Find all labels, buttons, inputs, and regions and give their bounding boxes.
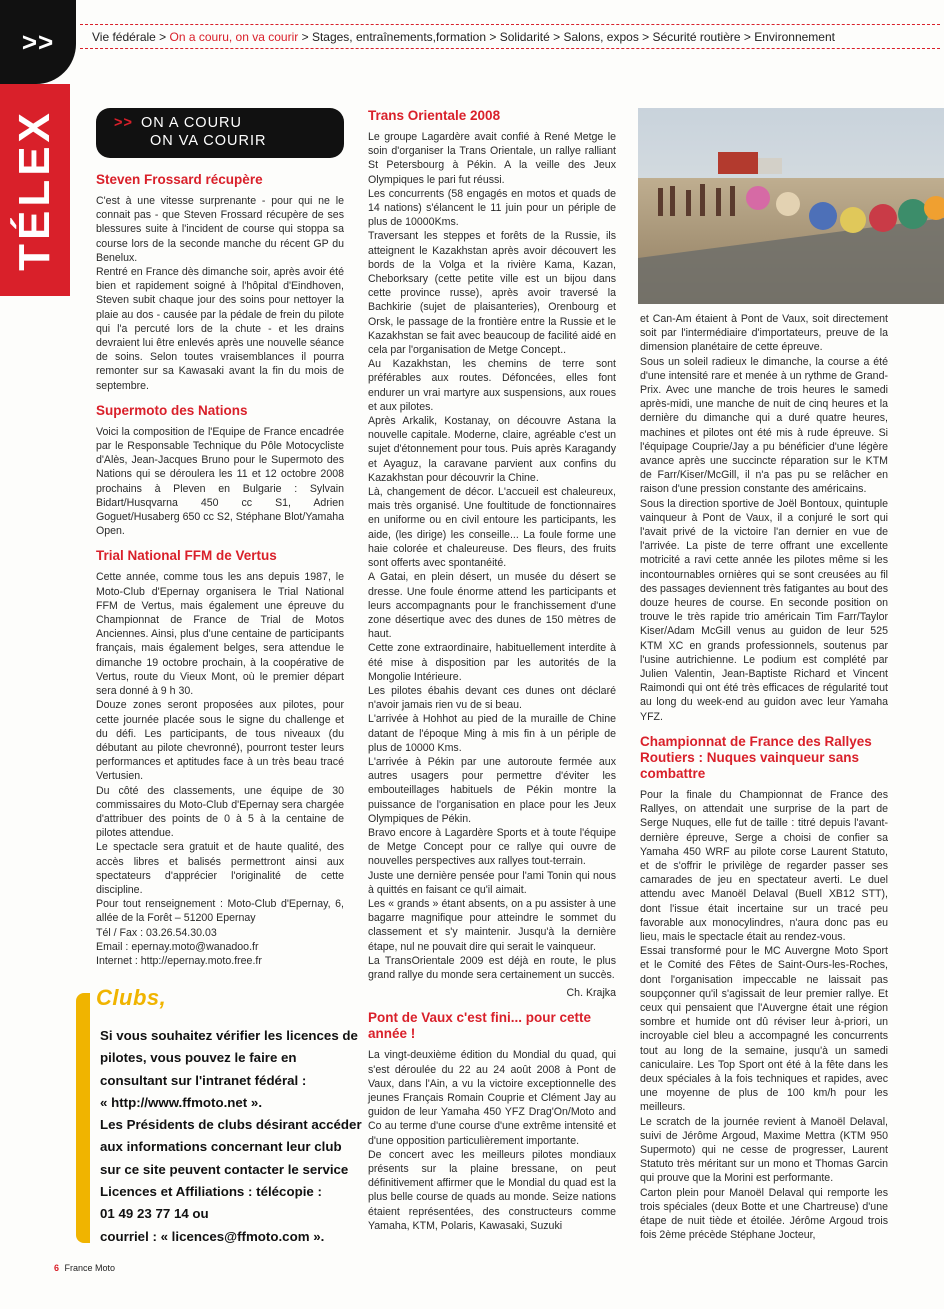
breadcrumb-item[interactable]: Salons, expos (563, 30, 639, 44)
article-paragraph: Cette zone extraordinaire, habituellement interdite à été mise à disposition par les autorités de la Mongolie Intérieure. (368, 642, 616, 683)
breadcrumb-separator: > (549, 30, 564, 44)
breadcrumb-item[interactable]: Sécurité routière (652, 30, 741, 44)
article-paragraph: Tél / Fax : 03.26.54.30.03 (96, 926, 217, 939)
magazine-name: France Moto (64, 1263, 116, 1273)
article-paragraph: L'arrivée à Hohhot au pied de la muraille de Chine datant de l'époque Ming à mis fin à un périple de plus de 10000 Kms. (368, 713, 616, 754)
article-paragraph: Le groupe Lagardère avait confié à René Metge le soin d'organiser la Trans Orientale, un rallye ralliant St Petersbourg à Pékin. A la veille des Jeux Olympiques le pari fut réussi. (368, 131, 616, 186)
article-title: Steven Frossard récupère (96, 172, 263, 187)
breadcrumb-separator: > (486, 30, 500, 44)
article-signature: Ch. Krajka (566, 987, 616, 1000)
article (368, 1010, 616, 1233)
column-2 (368, 108, 616, 1243)
clubs-line: Si vous souhaitez vérifier les licences de pilotes, vous pouvez le faire en consultant sur l'intranet fédéral : (100, 1028, 358, 1088)
article-paragraph: et Can-Am étaient à Pont de Vaux, soit directement soit par l'intermédiaire d'importateurs, preuve de la dimension planétaire de cette épreuve. (640, 313, 888, 354)
article-paragraph: Voici la composition de l'Equipe de France encadrée par le Responsable Technique du Pôle Motocycliste d'Alès, Jean-Jacques Bruno pour le Supermoto des Nations qui se déroulera les 11 et 12 octobre 2008 prochains à Pleven en Bulgarie : Sylvain Bidart/Husqvarna 450 cc S1, Adrien Goguet/Husaberg 650 cc S2, Stéphane Blot/Yamaha Open. (96, 425, 344, 538)
clubs-accent-bar (76, 993, 90, 1243)
photo-desert-crowd (638, 108, 944, 304)
article-paragraph: Bravo encore à Lagardère Sports et à toute l'équipe de Metge Concept pour ce rallye qui ouvre de nouvelles perspectives aux rallyes tout-terrain. (368, 826, 616, 868)
breadcrumb-item[interactable]: Solidarité (499, 30, 550, 44)
article-paragraph: Les concurrents (58 engagés en motos et quads de 14 nations) s'élancent le 11 juin pour un périple de plus de 10000Kms. (368, 187, 616, 229)
column-3-articles (640, 312, 888, 1242)
article-title: Championnat de France des Rallyes Routiers : Nuques vainqueur sans combattre (640, 733, 872, 781)
article (96, 403, 344, 539)
telex-label: TÉLEX (10, 109, 59, 271)
clubs-text (100, 1025, 362, 1248)
clubs-line: courriel : « licences@ffmoto.com ». (100, 1228, 325, 1244)
article-paragraph: Juste une dernière pensée pour l'ami Tonin qui nous à quittés en faisant ce qu'il aimait. (368, 869, 616, 896)
article-title: Pont de Vaux c'est fini... pour cette année ! (368, 1010, 592, 1042)
page-number: 6 (54, 1263, 60, 1273)
article-paragraph: L'arrivée à Pékin par une autoroute fermée aux autres usagers pour permettre d'éviter les embouteillages habituels de Pékin montre la puissance de l'organisation en place pour les Jeux Olympiques de Pékin. (368, 755, 616, 825)
banner-line-1: ON A COURU (140, 115, 242, 131)
clubs-line: « http://www.ffmoto.net ». (100, 1094, 263, 1110)
clubs-line: 01 49 23 77 14 ou (100, 1206, 209, 1222)
article-paragraph: Du côté des classements, une équipe de 30 commissaires du Moto-Club d'Epernay sera chargée d'attribuer des points de 0 à 5 à la centaine de pilotes attendue. (96, 784, 344, 840)
article-paragraph: Pour tout renseignement : Moto-Club d'Epernay, 6, allée de la Forêt – 51200 Epernay (96, 898, 344, 925)
article (368, 108, 616, 1000)
article-paragraph: Cette année, comme tous les ans depuis 1987, le Moto-Club d'Epernay organisera le Trial National FFM de Vertus, mais également une épreuve du Championnat de France de Trial de Motos Anciennes. Ainsi, plus d'une centaine de participants français, mais également belges, sera attendue le dimanche 19 octobre prochain, à la coopérative de Vertus, route du Vieux Mont, où le premier départ sera donné à 9 h 30. (96, 571, 344, 698)
article-paragraph: Sous un soleil radieux le dimanche, la course a été d'une intensité rare et menée à un rythme de Grand-Prix. Avec une manche de trois heures le samedi après-midi, une manche de nuit de cinq heures et la dernière du dimanche qui a duré quatre heures, machines et pilotes ont été mis à rude épreuve. Si l'équipage Couprie/Jay a pu bénéficier d'une légère avance après une succincte réparation sur le KTM de Farr/Kiser/McGill, il n'a pas pu se relâcher en raison d'une pression constante des américains. (640, 355, 888, 496)
banner-arrows: >> (114, 115, 133, 131)
section-banner (96, 108, 344, 158)
breadcrumb-separator: > (740, 30, 755, 44)
article-paragraph: Essai transformé pour le MC Auvergne Moto Sport et le Comité des Fêtes de Saint-Ours-les-Roches, dont l'organisation impeccable ne laissait pas soupçonner qu'il s'agissait de leur premier rallye. Et ceux qui pensaient que l'Auvergne était une région sombre et humide ont dû réviser leur à-priori, un incroyable ciel bleu a accompagné les concurrents tout au long de la semaine, jusqu'à un samedi caniculaire. Les Top Sport ont été à la fête dans les deux spéciales à la fois techniques et rapides, avec une moyenne de plus de 100 km/h pour les meilleurs. (640, 945, 888, 1114)
column-1-articles (96, 172, 344, 968)
article-paragraph: Email : epernay.moto@wanadoo.fr (96, 940, 259, 953)
breadcrumb-separator: > (298, 30, 312, 44)
banner-line-2: ON VA COURIR (150, 133, 267, 149)
article-paragraph: Pour la finale du Championnat de France des Rallyes, on attendait une surprise de la part de Serge Nuques, elle fut de taille : titré depuis l'avant-dernière épreuve, Serge a choisi de confier sa Yamaha 450 WRF au pilote corse Laurent Statuto, et de s'offrir le privilège de regarder passer ses camarades de jeu en spectateur averti. Le duel attendu avec Manoël Delaval (Buell XB12 STT), dont l'issue était incertaine sur un tracé peu favorable aux monocylindres, n'aura donc pas eu lieu, mais le spectacle était au rendez-vous. (640, 788, 888, 943)
article (96, 548, 344, 968)
article-paragraph: Rentré en France dès dimanche soir, après avoir été bien et rapidement soigné à l'hôpital d'Eindhoven, Steven subit chaque jour des soins pour nettoyer la plaie au dos - causée par la pédale de frein du pilote qui l'a percuté lors de la chute - et les drains devraient lui être enlevés après une nouvelle séance de soins. Selon toutes vraisemblances il pourra remonter sur sa Kawasaki avant la fin du mois de septembre. (96, 266, 344, 392)
article (96, 172, 344, 393)
article-paragraph: La vingt-deuxième édition du Mondial du quad, qui s'est déroulée du 22 au 24 août 2008 à Pont de Vaux, dans l'Ain, a vu la victoire exceptionnelle des jeunes Français Romain Couprie et Clément Jay au guidon de leur Yamaha 450 YFZ Drag'On/Moto and Co au terme d'une course d'une extrême intensité et d'une opposition particulièrement importante. (368, 1049, 616, 1147)
clubs-title: Clubs, (96, 985, 167, 1010)
clubs-box (76, 985, 362, 1253)
article-paragraph: La TransOrientale 2009 est déjà en route, le plus grand rallye du monde sera certainement un succès. (368, 954, 616, 981)
article-title: Trans Orientale 2008 (368, 108, 501, 123)
article-paragraph: Après Arkalik, Kostanay, on découvre Astana la nouvelle capitale. Moderne, claire, agréable c'est un sujet d'étonnement pour tous. Puis après Karagandy et Ayaguz, la caravane parvient aux confins du Kazakhstan pour découvrir la Chine. (368, 415, 616, 484)
article-paragraph: Traversant les steppes et forêts de la Russie, ils atteignent le Kazakhstan après avoir découvert les bords de la Volga et la rivière Kama, Kazan, Cheborksary (cette petite ville est un bijou dans cette province russe), après avoir traversé la Bachkirie (sujet de plaisanteries), Orenbourg et Orsk, le passage de la frontière entre la Russie et le Kazakhstan se fait avec beaucoup de facilité aidé en cela par l'organisation de Metge Concept.. (368, 230, 616, 357)
article-paragraph: Internet : http://epernay.moto.free.fr (96, 954, 262, 967)
telex-band (0, 84, 70, 296)
article-paragraph: C'est à une vitesse surprenante - pour qui ne le connait pas - que Steven Frossard récupère de ses blessures suite à l'incident de course qui stoppa sa course lors de la seconde manche du récent GP du Benelux. (96, 195, 344, 264)
article-paragraph: Le spectacle sera gratuit et de haute qualité, des accès libres et balisés permettront ainsi aux spectateurs d'apprécier l'originalité de cette discipline. (96, 841, 344, 896)
breadcrumb-item[interactable]: On a couru, on va courir (169, 30, 299, 44)
article-paragraph: Sous la direction sportive de Joël Bontoux, quintuple vainqueur à Pont de Vaux, il a conjuré le sort qui l'avait privé de la victoire l'an dernier en vue de l'arrivée. La piste de terre offrant une excellente motricité a ravi cette année les pilotes même si les incontournables ornières qui se sont creusées au fil des passages deviennent très fatigantes au bout des douze heures de course. En seconde position on trouve le très rapide trio américain Tim Farr/Taylor Kiser/Adam McGill venus au guidon de leur 525 KTM XC en grands professionnels, soutenus par l'usine autrichienne. Le podium est complété par Julien Valentin, Jean-Baptiste Richard et Vincent Raimondi qui ont été très efficaces de régularité tout au long du week-end au guidon avec leur Yamaha YFZ. (640, 497, 888, 723)
breadcrumb-separator: > (638, 30, 653, 44)
article-paragraph: Les « grands » étant absents, on a pu assister à une bagarre magnifique pour atteindre le sommet du classement et s'y maintenir. Jusqu'à la dernière étape, nul ne pouvait dire qui serait le vainqueur. (368, 897, 616, 953)
page-footer (54, 1263, 115, 1273)
article (640, 734, 888, 1243)
breadcrumb (92, 30, 937, 44)
column-2-articles (368, 108, 616, 1233)
breadcrumb-item[interactable]: Environnement (754, 30, 835, 44)
breadcrumb-item[interactable]: Stages, entraînements,formation (311, 30, 487, 44)
article-photo (638, 108, 944, 304)
side-band (0, 0, 76, 1309)
article-paragraph: Là, changement de décor. L'accueil est chaleureux, mais très organisé. Une foultitude de fonctionnaires en uniforme ou en civil entoure les participants, les aide, (les dirige) les conseille... La foule forme une haie colorée et chaleureuse. Des fleurs, des fruits sont offerts avec spontanéité. (368, 486, 616, 570)
side-arrows: >> (0, 0, 76, 84)
column-3 (640, 312, 888, 1252)
article-paragraph: Le scratch de la journée revient à Manoël Delaval, suivi de Jérôme Argoud, Maxime Mettra (KTM 950 Supermoto) qui ne cesse de progresser, Laurent Statuto très méritant sur un mono et Thomas Garcin qui prouve que la Morini est performante. (640, 1115, 888, 1185)
article-paragraph: Carton plein pour Manoël Delaval qui remporte les trois spéciales (deux Botte et une Chartreuse) d'une étape de nuit tiède et étoilée. Jérôme Argoud trois fois 2ème précède Stéphane Jocteur, (640, 1186, 888, 1242)
breadcrumb-separator: > (155, 30, 170, 44)
article (640, 312, 888, 724)
article-paragraph: De concert avec les meilleurs pilotes mondiaux présents sur la plaine bressane, on peut définitivement affirmer que le Mondial du quad est la plus belle course de quads au monde. Seize nations étaient représentées, des constructeurs comme Yamaha, KTM, Polaris, Kawasaki, Suzuki (368, 1148, 616, 1232)
article-paragraph: Les pilotes ébahis devant ces dunes ont déclaré n'avoir jamais rien vu de si beau. (368, 684, 616, 712)
article-paragraph: Douze zones seront proposées aux pilotes, pour cette journée placée sous le signe du challenge et du défi. Les participants, de tous niveaux (du débutant au pilote chevronné), pourront tester leurs performances et aptitudes face à un très beau tracé Vertusien. (96, 699, 344, 783)
article-paragraph: Au Kazakhstan, les chemins de terre sont préférables aux routes. Défoncées, elles font endurer un vrai martyre aux suspensions, aux roues et aux pilotes. (368, 358, 616, 413)
breadcrumb-top-rule (80, 24, 940, 25)
clubs-line: Les Présidents de clubs désirant accéder aux informations concernant leur club sur ce site peuvent contacter le service Licences et Affiliations : télécopie : (100, 1117, 362, 1200)
article-title: Supermoto des Nations (96, 402, 248, 418)
breadcrumb-item[interactable]: Vie fédérale (92, 30, 156, 44)
article-paragraph: A Gatai, en plein désert, un musée du désert se dresse. Une foule énorme attend les participants et leurs accompagnants pour le franchissement d'une zone désertique avec des dunes de 150 mètres de haut. (368, 571, 616, 641)
column-1 (96, 108, 344, 978)
breadcrumb-bottom-rule (80, 48, 940, 49)
article-title: Trial National FFM de Vertus (96, 548, 277, 564)
